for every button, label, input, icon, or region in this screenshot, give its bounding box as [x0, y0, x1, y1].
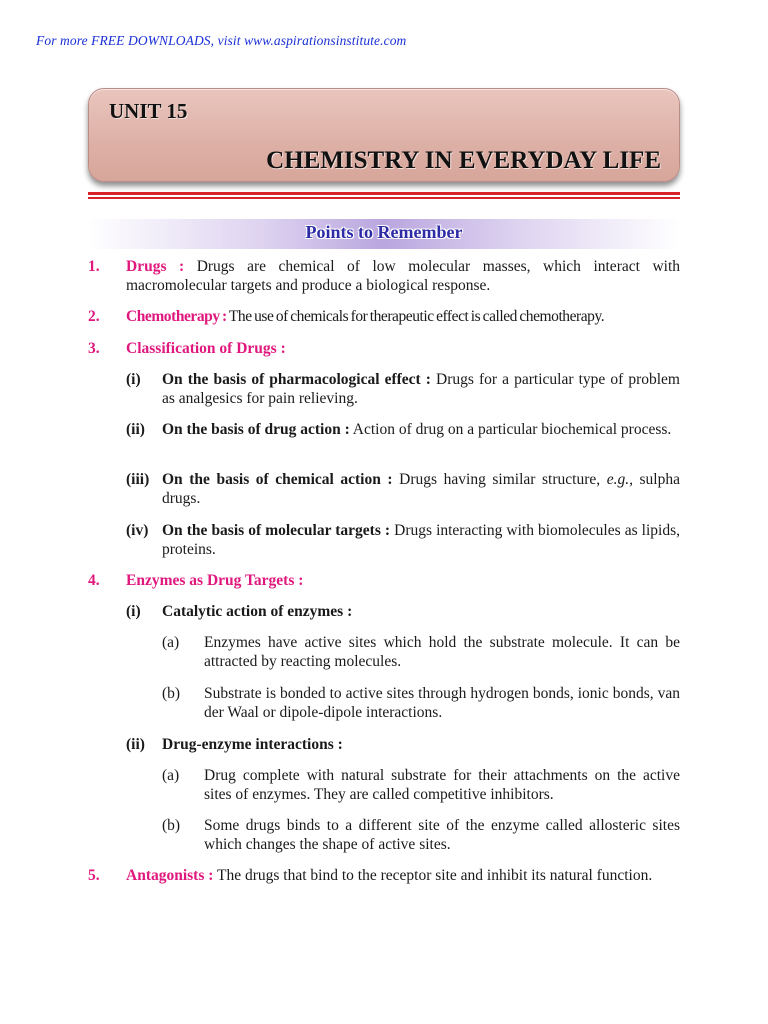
point-number: 1.: [88, 258, 100, 275]
sub-number: (iii): [126, 471, 150, 488]
sub-text-italic: e.g.,: [606, 471, 633, 488]
red-divider-thick: [88, 192, 680, 195]
point-term: Drugs :: [126, 258, 185, 275]
sub-number: (iv): [126, 522, 149, 539]
point-number: 3.: [88, 340, 100, 357]
sub-text: Action of drug on a particular biochemical process.: [349, 421, 672, 438]
point-term: Enzymes as Drug Targets :: [126, 572, 304, 589]
sub-text: Drugs having similar structure,: [392, 471, 607, 488]
red-divider-thin: [88, 197, 680, 199]
alpha-number: (b): [162, 817, 181, 834]
alpha-item: Drug complete with natural substrate for their attachments on the active sites of enzymes. They are called competitive inhibitors.: [204, 767, 680, 803]
point-term: Classification of Drugs :: [126, 340, 286, 357]
point-chemotherapy: [126, 307, 686, 326]
sub-term: On the basis of pharmacological effect :: [162, 371, 431, 388]
alpha-item: Enzymes have active sites which hold the substrate molecule. It can be attracted by reacting molecules.: [204, 634, 680, 670]
section-title: Points to Remember: [305, 222, 463, 242]
section-heading-band: [88, 219, 680, 249]
sub-item: [162, 470, 680, 508]
sub-item: [162, 735, 680, 754]
unit-banner: [88, 88, 680, 188]
sub-number: (ii): [126, 421, 145, 438]
download-note[interactable]: For more FREE DOWNLOADS, visit www.aspirationsinstitute.com: [36, 33, 407, 48]
point-term: Chemotherapy :: [126, 308, 227, 325]
sub-number: (ii): [126, 736, 145, 753]
sub-text: Drugs for a particular type of problem as analgesics for pain relieving.: [162, 371, 680, 407]
sub-text: sulpha drugs.: [162, 471, 680, 507]
sub-term: Catalytic action of enzymes :: [162, 603, 353, 620]
point-enzymes: [126, 571, 680, 590]
sub-number: (i): [126, 603, 141, 620]
alpha-number: (a): [162, 634, 180, 651]
unit-label: UNIT 15: [109, 99, 188, 123]
point-drugs: [126, 257, 680, 295]
point-text: The drugs that bind to the receptor site and inhibit its natural function.: [213, 867, 653, 884]
sub-item: [162, 521, 680, 559]
sub-item: [162, 420, 680, 439]
chapter-title: CHEMISTRY IN EVERYDAY LIFE: [266, 147, 661, 174]
banner-box: [88, 88, 680, 182]
point-classification: [126, 339, 680, 358]
point-antagonists: [126, 866, 680, 885]
alpha-number: (a): [162, 767, 180, 784]
sub-term: On the basis of chemical action :: [162, 471, 393, 488]
point-number: 4.: [88, 572, 100, 589]
sub-term: On the basis of molecular targets :: [162, 522, 391, 539]
sub-text: Drugs interacting with biomolecules as lipids, proteins.: [162, 522, 680, 558]
sub-number: (i): [126, 371, 141, 388]
sub-item: [162, 602, 680, 621]
point-term: Antagonists :: [126, 867, 214, 884]
point-text: The use of chemicals for therapeutic effect is called chemotherapy.: [226, 308, 605, 325]
alpha-item: Substrate is bonded to active sites through hydrogen bonds, ionic bonds, van der Waal or dipole-dipole interactions.: [204, 685, 680, 721]
point-number: 5.: [88, 867, 100, 884]
point-text: Drugs are chemical of low molecular masses, which interact with macromolecular targets and produce a biological response.: [126, 258, 680, 294]
alpha-item: Some drugs binds to a different site of the enzyme called allosteric sites which changes the shape of active sites.: [204, 817, 680, 853]
point-number: 2.: [88, 308, 100, 325]
sub-item: [162, 370, 680, 408]
alpha-number: (b): [162, 685, 181, 702]
sub-term: On the basis of drug action :: [162, 421, 350, 438]
sub-term: Drug-enzyme interactions :: [162, 736, 343, 753]
